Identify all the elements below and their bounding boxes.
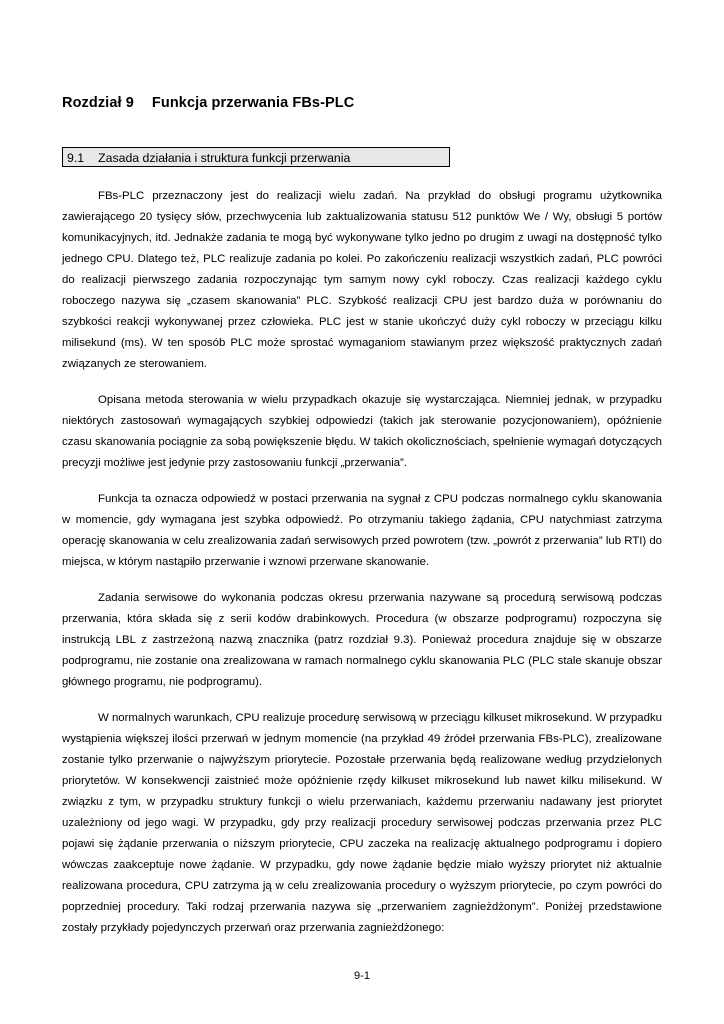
paragraph-2: Opisana metoda sterowania w wielu przypadkach okazuje się wystarczająca. Niemniej jednak, w przypadku niektórych zastosowań wymagających szybkiej odpowiedzi (takich jak sterowanie pozycjonowaniem), opóźnienie czasu skanowania pociągnie za sobą powiększenie błędu. W takich okolicznościach, spełnienie wymagań dotyczących precyzji możliwe jest jedynie przy zastosowaniu funkcji „przerwania”. — [62, 394, 662, 469]
paragraph-4: Zadania serwisowe do wykonania podczas okresu przerwania nazywane są procedurą serwisową podczas przerwania, która składa się z serii kodów drabinkowych. Procedura (w obszarze podprogramu) rozpoczyna się instrukcją LBL z zastrzeżoną nazwą znacznika (patrz rozdział 9.3). Ponieważ procedura znajduje się w obszarze podprogramu, nie zostanie ona zrealizowana w ramach normalnego cyklu skanowania PLC (PLC stale skanuje obszar głównego programu, nie podprogramu). — [62, 592, 662, 688]
chapter-title-text: Funkcja przerwania FBs-PLC — [151, 95, 355, 111]
page-number: 9-1 — [354, 970, 370, 982]
paragraph-5: W normalnych warunkach, CPU realizuje procedurę serwisową w przeciągu kilkuset mikrosekund. W przypadku wystąpienia większej ilości przerwań w jednym momencie (na przykład 49 źródeł przerwania FBs-PLC), zrealizowane zostanie tylko przerwanie o najwyższym priorytecie. Pozostałe przerwania będą realizowane według przydzielonych priorytetów. W konsekwencji zaistnieć może opóźnienie rzędy kilkuset mikrosekund lub nawet kilku milisekund. W związku z tym, w przypadku struktury funkcji o wielu przerwaniach, każdemu przerwaniu nadawany jest priorytet uzależniony od jego wagi. W przypadku, gdy przy realizacji procedury serwisowej podczas przerwania przez PLC pojawi się żądanie przerwania o niższym priorytecie, CPU zaczeka na realizację aktualnego podprogramu i dopiero wówczas zaakceptuje nowe żądanie. W przypadku, gdy nowe żądanie będzie miało wyższy priorytet niż aktualnie realizowana procedura, CPU zatrzyma ją w celu zrealizowania procedury o wyższym priorytecie, po czym powróci do poprzedniej procedury. Taki rodzaj przerwania nazywa się „przerwaniem zagnieżdżonym”. Poniżej przedstawione zostały przykłady pojedynczych przerwań oraz przerwania zagnieżdżonego: — [62, 712, 662, 934]
paragraph-3: Funkcja ta oznacza odpowiedź w postaci przerwania na sygnał z CPU podczas normalnego cyklu skanowania w momencie, gdy wymagana jest szybka odpowiedź. Po otrzymaniu takiego żądania, CPU natychmiast zatrzyma operację skanowania w celu zrealizowania zadań serwisowych przed powrotem (tzw. „powrót z przerwania” lub RTI) do miejsca, w którym nastąpiło przerwanie i wznowi przerwane skanowanie. — [62, 493, 662, 568]
chapter-number: Rozdział 9 — [62, 95, 134, 111]
paragraph-1: FBs-PLC przeznaczony jest do realizacji wielu zadań. Na przykład do obsługi programu użytkownika zawierającego 20 tysięcy słów, przechwycenia lub zaktualizowania statusu 512 punktów We / Wy, obsługi 5 portów komunikacyjnych, itd. Jednakże zadania te mogą być wykonywane tylko jedno po drugim z uwagi na dostępność tylko jednego CPU. Dlatego też, PLC realizuje zadania po kolei. Po zakończeniu realizacji wszystkich zadań, PLC powróci do realizacji pierwszego zadania rozpoczynając tym samym nowy cykl roboczy. Czas realizacji każdego cyklu roboczego nazywa się „czasem skanowania” PLC. Szybkość realizacji CPU jest bardzo duża w porównaniu do szybkości reakcji wykonywanej przez człowieka. PLC jest w stanie ukończyć duży cykl roboczy w przeciągu kilku milisekund (ms). W ten sposób PLC może sprostać wymaganiom stawianym przez większość praktycznych zadań związanych ze sterowaniem. — [62, 190, 662, 370]
section-title-text: Zasada działania i struktura funkcji przerwania — [98, 151, 351, 165]
page-title — [62, 0, 662, 111]
section-number: 9.1 — [67, 151, 85, 165]
section-heading — [62, 147, 450, 167]
